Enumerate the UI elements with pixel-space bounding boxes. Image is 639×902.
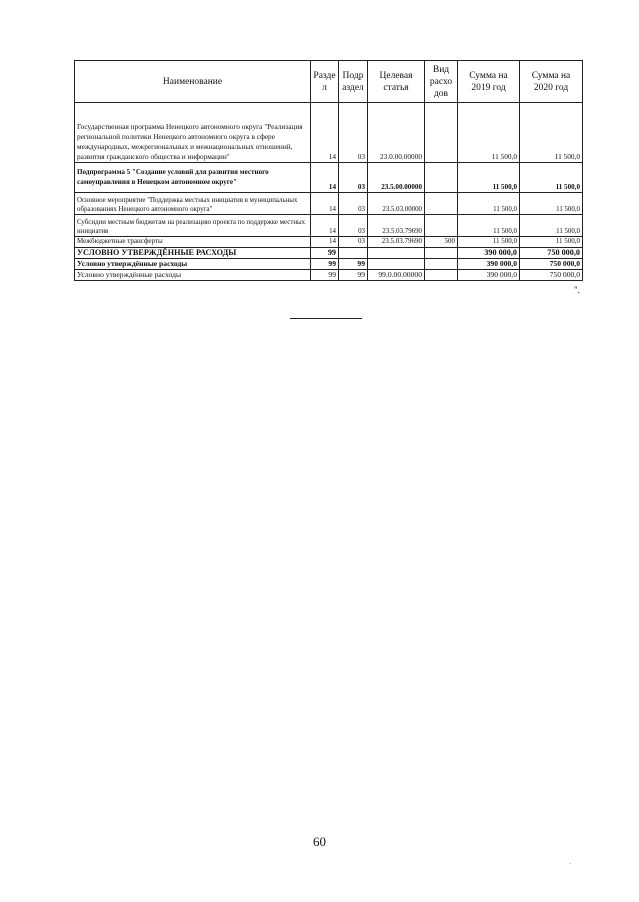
row-name: Государственная программа Ненецкого автономного округа "Реализация региональной политики Ненецкого автономного округа в сфере международных, межрегиональных и межнациональных отношений, развития гражданского общества и информации"	[75, 103, 311, 163]
row-razdel: 99	[311, 258, 339, 269]
row-vid: 500	[425, 237, 458, 248]
row-sum-2019: 11 500,0	[458, 237, 520, 248]
row-razdel: 99	[311, 247, 339, 258]
table-row	[75, 103, 583, 163]
table-row	[75, 247, 583, 258]
row-vid	[425, 193, 458, 215]
row-target: 23.5.00.00000	[368, 163, 425, 193]
row-vid	[425, 258, 458, 269]
row-podrazdel: 03	[339, 103, 368, 163]
table-row	[75, 258, 583, 269]
table-row	[75, 269, 583, 280]
row-target: 23.5.03.79690	[368, 215, 425, 237]
row-target: 23.0.00.00000	[368, 103, 425, 163]
row-razdel: 14	[311, 163, 339, 193]
row-name: Межбюджетные трансферты	[75, 237, 311, 248]
budget-table	[74, 60, 583, 281]
row-sum-2019: 390 000,0	[458, 269, 520, 280]
row-razdel: 14	[311, 237, 339, 248]
row-podrazdel: 03	[339, 215, 368, 237]
page-number: 60	[313, 834, 326, 849]
header-razdel: Разде л	[311, 61, 339, 103]
header-name: Наименование	[75, 61, 311, 103]
row-name: УСЛОВНО УТВЕРЖДЁННЫЕ РАСХОДЫ	[75, 247, 311, 258]
header-target: Целевая статья	[368, 61, 425, 103]
row-razdel: 99	[311, 269, 339, 280]
row-target: 99.0.00.00000	[368, 269, 425, 280]
header-sum-2019: Сумма на 2019 год	[458, 61, 520, 103]
row-sum-2020: 11 500,0	[520, 237, 583, 248]
row-name: Субсидии местным бюджетам на реализацию проекта по поддержке местных инициатив	[75, 215, 311, 237]
row-razdel: 14	[311, 215, 339, 237]
corner-mark: ·	[569, 860, 572, 868]
section-divider	[290, 318, 362, 319]
row-podrazdel: 99	[339, 258, 368, 269]
row-vid	[425, 247, 458, 258]
row-sum-2020: 11 500,0	[520, 163, 583, 193]
header-podrazdel: Подр аздел	[339, 61, 368, 103]
row-sum-2020: 750 000,0	[520, 247, 583, 258]
row-target: 23.5.03.79690	[368, 237, 425, 248]
row-podrazdel: 03	[339, 163, 368, 193]
header-row	[75, 61, 583, 103]
row-sum-2020: 11 500,0	[520, 103, 583, 163]
table-row	[75, 237, 583, 248]
row-name: Условно утверждённые расходы	[75, 269, 311, 280]
row-target	[368, 258, 425, 269]
row-podrazdel: 03	[339, 237, 368, 248]
row-podrazdel: 99	[339, 269, 368, 280]
row-target: 23.5.03.00000	[368, 193, 425, 215]
row-razdel: 14	[311, 103, 339, 163]
table-row	[75, 163, 583, 193]
row-vid	[425, 269, 458, 280]
row-sum-2019: 390 000,0	[458, 258, 520, 269]
row-sum-2019: 11 500,0	[458, 193, 520, 215]
row-name: Основное мероприятие "Поддержка местных инициатив в муниципальных образованиях Ненецкого автономного округа"	[75, 193, 311, 215]
table-row	[75, 215, 583, 237]
row-sum-2020: 750 000,0	[520, 269, 583, 280]
header-sum-2020: Сумма на 2020 год	[520, 61, 583, 103]
row-sum-2020: 11 500,0	[520, 215, 583, 237]
header-vid: Вид расхо дов	[425, 61, 458, 103]
row-vid	[425, 163, 458, 193]
closing-quote-mark: ".	[574, 285, 580, 295]
row-podrazdel	[339, 247, 368, 258]
row-target	[368, 247, 425, 258]
table-row	[75, 193, 583, 215]
row-sum-2020: 750 000,0	[520, 258, 583, 269]
row-sum-2019: 11 500,0	[458, 163, 520, 193]
row-sum-2019: 11 500,0	[458, 103, 520, 163]
row-sum-2020: 11 500,0	[520, 193, 583, 215]
row-name: Условно утверждённые расходы	[75, 258, 311, 269]
row-vid	[425, 215, 458, 237]
row-razdel: 14	[311, 193, 339, 215]
row-podrazdel: 03	[339, 193, 368, 215]
row-sum-2019: 11 500,0	[458, 215, 520, 237]
row-sum-2019: 390 000,0	[458, 247, 520, 258]
row-vid	[425, 103, 458, 163]
row-name: Подпрограмма 5 "Создание условий для развития местного самоуправления в Ненецком автономном округе"	[75, 163, 311, 193]
